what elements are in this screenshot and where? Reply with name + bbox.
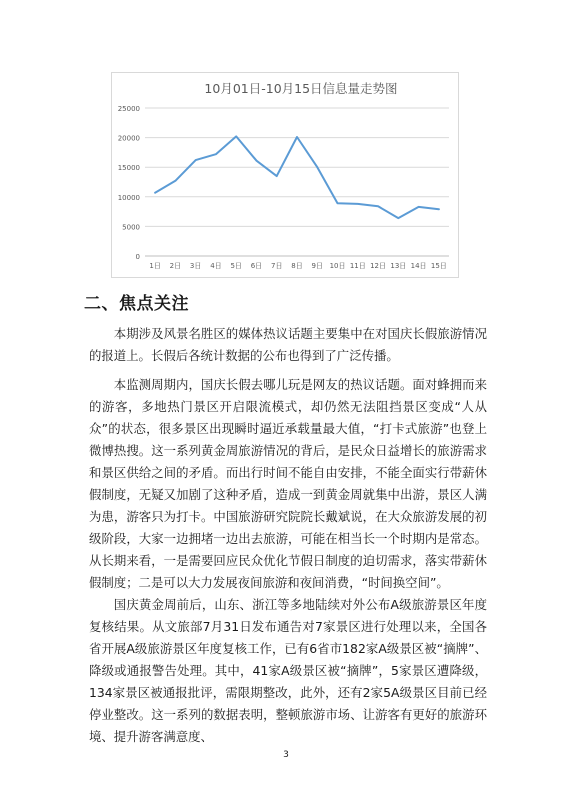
x-tick-label: 13日 [390, 262, 407, 270]
x-tick-label: 9日 [311, 262, 324, 270]
y-tick-label: 5000 [122, 223, 140, 232]
x-tick-label: 3日 [189, 262, 202, 270]
x-tick-label: 8日 [291, 262, 303, 270]
page-number: 3 [283, 750, 289, 760]
x-tick-label: 2日 [169, 262, 182, 270]
series-line [155, 136, 439, 218]
trend-chart [111, 72, 459, 278]
paragraph-1: 本期涉及风景名胜区的媒体热议话题主要集中在对国庆长假旅游情况的报道上。长假后各统计数据的公布也得到了广泛传播。 [89, 326, 487, 363]
x-tick-label: 11日 [349, 262, 366, 270]
line-chart-svg [112, 73, 458, 277]
paragraph-3: 国庆黄金周前后，山东、浙江等多地陆续对外公布A级旅游景区年度复核结果。从文旅部7月31日发布通告对7家景区进行处理以来，全国各省开展A级旅游景区年度复核工作，已有6省市182家A级景区被“摘牌”、降级或通报警告处理。其中，41家A级景区被“摘牌”，5家景区遭降级，134家景区被通报批评，需限期整改，此外，还有2家5A级景区目前已经停业整改。这一系列的数据表明，整顿旅游市场、让游客有更好的旅游环境、提升游客满意度、 [89, 597, 487, 744]
x-tick-label: 10日 [329, 262, 346, 270]
x-tick-label: 15日 [430, 262, 447, 270]
x-tick-label: 1日 [149, 262, 161, 270]
x-tick-label: 6日 [250, 262, 263, 270]
x-tick-label: 7日 [270, 262, 283, 270]
paragraph-2: 本监测周期内，国庆长假去哪儿玩是网友的热议话题。面对蜂拥而来的游客，多地热门景区开启限流模式，却仍然无法阻挡景区变成“人从众”的状态，很多景区出现瞬时逼近承载量最大值，“打卡式旅游”也登上微博热搜。这一系列黄金周旅游情况的背后，是民众日益增长的旅游需求和景区供给之间的矛盾。而出行时间不能自由安排，不能全面实行带薪休假制度，无疑又加剧了这种矛盾，造成一到黄金周就集中出游，景区人满为患，游客只为打卡。中国旅游研究院院长戴斌说，在大众旅游发展的初级阶段，大家一边拥堵一边出去旅游，可能在相当长一个时期内是常态。从长期来看，一是需要回应民众优化节假日制度的迫切需求，落实带薪休假制度；二是可以大力发展夜间旅游和夜间消费，“时间换空间”。 [89, 377, 487, 590]
y-tick-label: 0 [135, 253, 140, 261]
x-tick-label: 12日 [370, 262, 387, 270]
y-tick-label: 10000 [117, 193, 140, 202]
y-tick-label: 25000 [117, 105, 140, 113]
chart-title: 10月01日-10月15日信息量走势图 [204, 81, 398, 96]
y-tick-label: 20000 [117, 134, 140, 143]
x-tick-label: 14日 [410, 262, 427, 270]
section-heading: 二、焦点关注 [84, 294, 189, 314]
x-tick-label: 4日 [210, 262, 222, 270]
y-tick-label: 15000 [117, 164, 140, 173]
x-tick-label: 5日 [230, 262, 242, 270]
